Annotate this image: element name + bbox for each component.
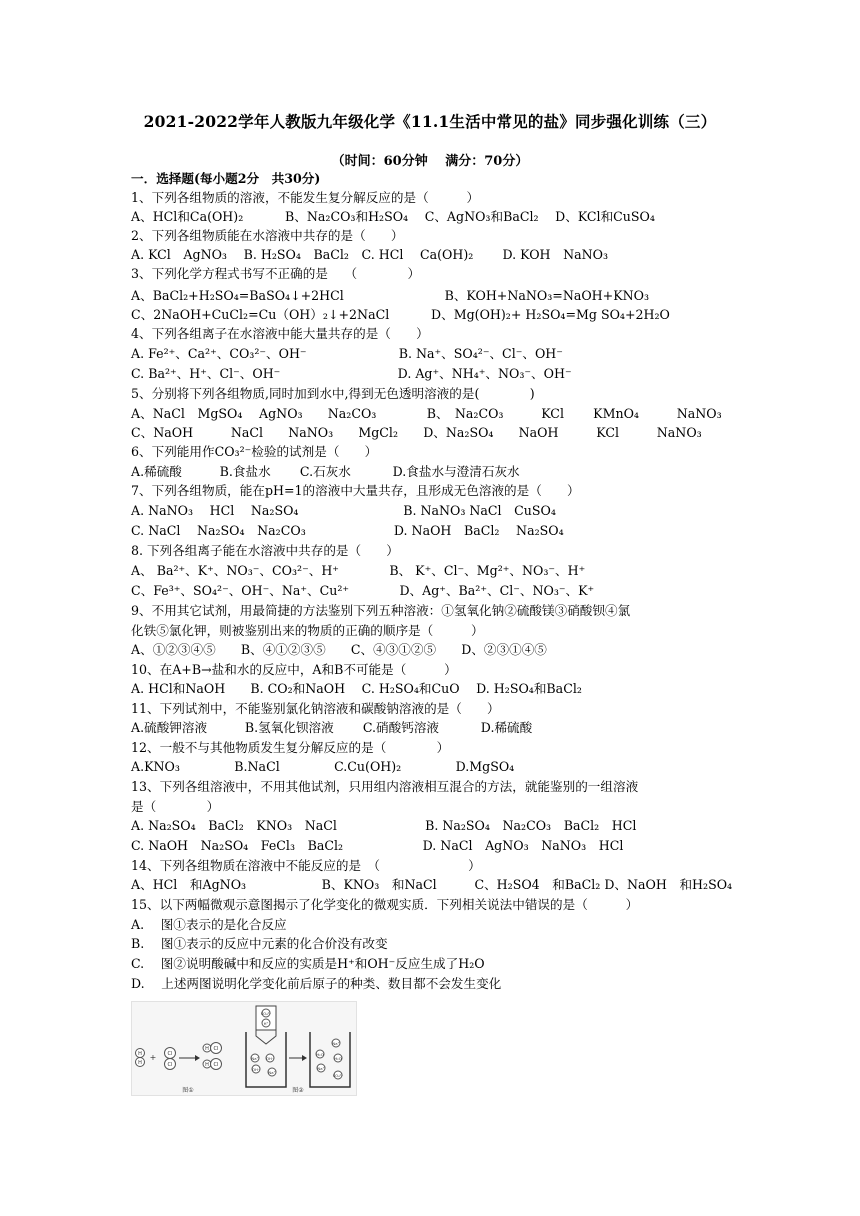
svg-text:Cl: Cl (167, 1062, 173, 1068)
svg-text:SO₄²⁻: SO₄²⁻ (332, 1073, 344, 1078)
svg-text:H₂O: H₂O (316, 1052, 324, 1057)
figure1-reactant-h2 (136, 1049, 145, 1067)
question-line: C、Fe³⁺、SO₄²⁻、OH⁻、Na⁺、Cu²⁺ D、Ag⁺、Ba²⁺、Cl⁻、NO₃⁻、K⁺ (131, 583, 595, 598)
question-line: 3、下列化学方程式书写不正确的是 （ ） (131, 266, 421, 281)
question-line: 5、分别将下列各组物质,同时加到水中,得到无色透明溶液的是( ) (131, 386, 535, 401)
question-line: 15、以下两幅微观示意图揭示了化学变化的微观实质．下列相关说法中错误的是（ ） (131, 897, 639, 912)
question-line: A、HCl和Ca(OH)₂ B、Na₂CO₃和H₂SO₄ C、AgNO₃和BaCl₂ D、KCl和CuSO₄ (131, 209, 655, 224)
question-line: A.稀硫酸 B.食盐水 C.石灰水 D.食盐水与澄清石灰水 (131, 464, 520, 479)
figure1-label: 图① (182, 1087, 194, 1094)
question-line: C. 图②说明酸碱中和反应的实质是H⁺和OH⁻反应生成了H₂O (131, 956, 485, 971)
plus-sign: + (149, 1053, 157, 1062)
section-heading: 一．选择题(每小题2分 共30分) (131, 171, 321, 186)
svg-text:Cl: Cl (213, 1046, 219, 1052)
question-line: B. 图①表示的反应中元素的化合价没有改变 (131, 936, 388, 951)
svg-text:H: H (205, 1062, 209, 1068)
question-line: 2、下列各组物质能在水溶液中共存的是（ ） (131, 228, 404, 243)
question-line: 12、一般不与其他物质发生复分解反应的是（ ） (131, 740, 450, 755)
svg-text:Na⁺: Na⁺ (268, 1070, 276, 1075)
figure2-beaker-before (246, 1032, 286, 1087)
question-line: 14、下列各组物质在溶液中不能反应的是 （ ） (131, 858, 481, 873)
svg-text:SO₄²⁻: SO₄²⁻ (260, 1011, 272, 1016)
question-line: 9、不用其它试剂，用最简捷的方法鉴别下列五种溶液：①氢氧化钠②硫酸镁③硝酸钡④氯 (131, 603, 631, 618)
question-line: A.KNO₃ B.NaCl C.Cu(OH)₂ D.MgSO₄ (131, 759, 515, 774)
svg-text:Cl: Cl (167, 1051, 173, 1057)
question-line: 6、下列能用作CO₃²⁻检验的试剂是（ ） (131, 444, 378, 459)
question-line: A、 Ba²⁺、K⁺、NO₃⁻、CO₃²⁻、H⁺ B、 K⁺、Cl⁻、Mg²⁺、NO₃⁻、H⁺ (131, 563, 586, 578)
question-line: A. 图①表示的是化合反应 (131, 917, 287, 932)
reaction-diagram-figure (131, 1001, 357, 1096)
question-line: 化铁⑤氯化钾，则被鉴别出来的物质的正确的顺序是（ ） (131, 623, 484, 638)
svg-text:Na⁺: Na⁺ (251, 1056, 259, 1061)
question-line: C、NaOH NaCl NaNO₃ MgCl₂ D、Na₂SO₄ NaOH KCl NaNO₃ (131, 425, 702, 440)
question-line: 10、在A+B→盐和水的反应中，A和B不可能是（ ） (131, 662, 457, 677)
svg-text:OH⁻: OH⁻ (266, 1056, 274, 1061)
svg-text:H: H (138, 1060, 142, 1066)
figure2-label: 图② (292, 1087, 304, 1094)
question-line: C. Ba²⁺、H⁺、Cl⁻、OH⁻ D. Ag⁺、NH₄⁺、NO₃⁻、OH⁻ (131, 366, 572, 381)
question-line: A、NaCl MgSO₄ AgNO₃ Na₂CO₃ B、 Na₂CO₃ KCl KMnO₄ NaNO₃ (131, 406, 722, 421)
question-line: 13、下列各组溶液中，不用其他试剂，只用组内溶液相互混合的方法，就能鉴别的一组溶液 (131, 779, 639, 794)
question-line: C. NaCl Na₂SO₄ Na₂CO₃ D. NaOH BaCl₂ Na₂SO₄ (131, 523, 564, 538)
svg-text:Na⁺: Na⁺ (317, 1066, 325, 1071)
svg-text:H₂O: H₂O (334, 1056, 342, 1061)
question-line: 1、下列各组物质的溶液，不能发生复分解反应的是（ ） (131, 190, 480, 205)
figure1-reactant-cl2 (165, 1048, 176, 1070)
figure2-beaker-after (310, 1032, 350, 1087)
question-line: 4、下列各组离子在水溶液中能大量共存的是（ ） (131, 326, 429, 341)
question-line: A. NaNO₃ HCl Na₂SO₄ B. NaNO₃ NaCl CuSO₄ (131, 503, 556, 518)
question-line: 7、下列各组物质，能在pH=1的溶液中大量共存，且形成无色溶液的是（ ） (131, 483, 580, 498)
question-line: A.硫酸钾溶液 B.氢氧化钡溶液 C.硝酸钙溶液 D.稀硫酸 (131, 720, 533, 735)
svg-text:Na⁺: Na⁺ (332, 1041, 340, 1046)
question-line: A、BaCl₂+H₂SO₄=BaSO₄↓+2HCl B、KOH+NaNO₃=NaOH+KNO₃ (131, 288, 650, 303)
question-line: A. HCl和NaOH B. CO₂和NaOH C. H₂SO₄和CuO D. H₂SO₄和BaCl₂ (131, 681, 582, 696)
svg-text:H: H (138, 1051, 142, 1057)
question-line: 是（ ） (131, 799, 220, 814)
question-line: A. Fe²⁺、Ca²⁺、CO₃²⁻、OH⁻ B. Na⁺、SO₄²⁻、Cl⁻、OH⁻ (131, 346, 563, 361)
question-line: 11、下列试剂中，不能鉴别氯化钠溶液和碳酸钠溶液的是（ ） (131, 701, 500, 716)
question-line: A. Na₂SO₄ BaCl₂ KNO₃ NaCl B. Na₂SO₄ Na₂CO₃ BaCl₂ HCl (131, 818, 637, 833)
svg-text:Cl: Cl (213, 1062, 219, 1068)
micro-reaction-diagram (132, 1002, 356, 1095)
page-title: 2021-2022学年人教版九年级化学《11.1生活中常见的盐》同步强化训练（三） (143, 112, 717, 131)
figure2-dropper (256, 1006, 276, 1044)
svg-text:H⁺: H⁺ (263, 1021, 269, 1026)
question-line: 8. 下列各组离子能在水溶液中共存的是（ ） (131, 543, 399, 558)
question-line: A. KCl AgNO₃ B. H₂SO₄ BaCl₂ C. HCl Ca(OH)₂ D. KOH NaNO₃ (131, 247, 609, 262)
question-line: C. NaOH Na₂SO₄ FeCl₃ BaCl₂ D. NaCl AgNO₃ NaNO₃ HCl (131, 838, 624, 853)
question-line: A、①②③④⑤ B、④①②③⑤ C、④③①②⑤ D、②③①④⑤ (131, 642, 547, 657)
question-line: A、HCl 和AgNO₃ B、KNO₃ 和NaCl C、H₂SO4 和BaCl₂ D、NaOH 和H₂SO₄ (131, 877, 733, 892)
svg-text:H: H (205, 1046, 209, 1052)
exam-info: （时间：60分钟 满分：70分） (331, 154, 529, 169)
question-line: C、2NaOH+CuCl₂=Cu（OH）₂↓+2NaCl D、Mg(OH)₂+ H₂SO₄=Mg SO₄+2H₂O (131, 307, 670, 322)
figure1-product-hcl (203, 1043, 222, 1070)
question-line: D. 上述两图说明化学变化前后原子的种类、数目都不会发生变化 (131, 976, 502, 991)
svg-text:OH⁻: OH⁻ (252, 1067, 260, 1072)
